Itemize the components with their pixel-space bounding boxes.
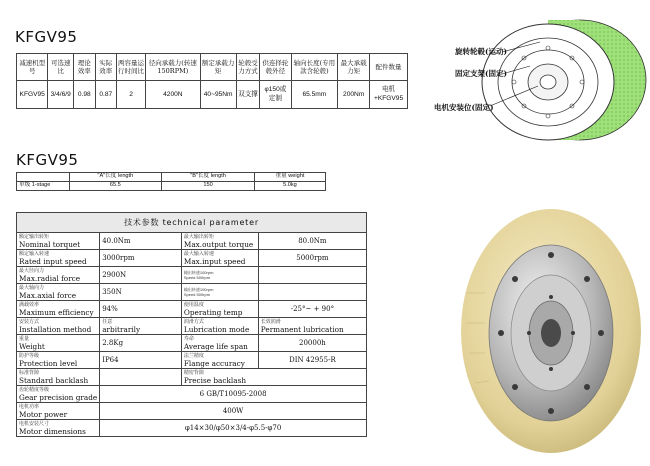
tech-value-right: 80.0Nm [258,233,366,250]
tech-value-left: 3000rpm [100,250,182,267]
technical-parameter-table [16,212,367,437]
tech-value-right [258,267,366,284]
tech-value-left: IP64 [100,352,182,369]
tech-label-right: 输出转速100rpm Speed 500rpm [181,267,258,284]
motor-dim-label: 电机安装尺寸 Motor dimensions [17,420,100,437]
length-row-a: 65.5 [69,182,162,191]
tech-label-left: 防护等级 Protection level [17,352,100,369]
tech-label-right: 输出转速100rpm Speed 500rpm [181,284,258,301]
tech-value-left: 2.8Kg [100,335,182,352]
tech-value-right: -25°~ + 90° [258,301,366,318]
tech-value-left: 40.0Nm [100,233,182,250]
tech-label-left: 安装方式 Installation method [17,318,100,335]
tech-label-left: 满载效率 Maximum efficiency [17,301,100,318]
spec-header-8: 供连择轮毂外径 [260,54,291,81]
length-header-weight: 重量 weight [254,173,325,182]
gear-grade-value: 6 GB/T10095-2008 [100,386,367,403]
wheel-product-photo [455,203,643,461]
length-header-a: "A"长度 length [69,173,162,182]
motor-power-value: 400W [100,403,367,420]
spec-value-2: 0.98 [74,81,95,109]
tech-label-right: 润滑方式 Lubrication mode [181,318,258,335]
precise-backlash-label: 精密背隙 Precise backlash [181,369,366,386]
callout-motor-mount: 电机安装位(固定) [434,103,494,112]
tech-row [17,250,367,267]
spec-header-4: 两容量运行时间比 [117,54,146,81]
spec-value-11: 电机+KFGV95 [370,81,408,109]
tech-table-title: 技术参数 technical parameter [17,213,367,233]
wheel-hub-diagram [430,14,648,142]
tech-value-left: 2900N [100,267,182,284]
spec-value-3: 0.87 [95,81,116,109]
tech-row [17,233,367,250]
tech-row [17,284,367,301]
spec-value-9: 65.5mm [291,81,338,109]
spec-header-0: 减速机型号 [17,54,48,81]
tech-row [17,267,367,284]
tech-row [17,301,367,318]
callout-rotating-hub: 旋转轮毂(运动) [455,47,508,56]
spec-header-10: 最大承载力矩 [338,54,370,81]
length-header-b: "B"长度 length [162,173,255,182]
tech-label-right: 最大输入转速 Max.input speed [181,250,258,267]
tech-value-right: 长效润滑 Permanent lubrication [258,318,366,335]
tech-label-left: 最大径向力 Max.radial force [17,267,100,284]
tech-label-left: 额定输出转矩 Nominal torquet [17,233,100,250]
tech-value-left: 94% [100,301,182,318]
spec-value-10: 200Nm [338,81,370,109]
spec-value-0: KFGV95 [17,81,48,109]
spec-header-7: 轮毂受力方式 [236,54,260,81]
spec-value-6: 40~95Nm [200,81,236,109]
tech-value-left: 任意 arbitrarily [100,318,182,335]
spec-value-8: φ150或定制 [260,81,291,109]
backlash-value [100,369,182,386]
spec-header-11: 配件数量 [370,54,408,81]
length-row-b: 150 [162,182,255,191]
spec-header-6: 额定承载力矩 [200,54,236,81]
spec-header-9: 轴向长度(专用款含轮毂) [291,54,338,81]
tech-value-right: 5000rpm [258,250,366,267]
spec-header-5: 径向承载力(转速150RPM) [146,54,201,81]
gear-grade-label: 齿轮精度等级 Gear precision grade [17,386,100,403]
length-row-stage: 单级 1-stage [17,182,70,191]
tech-value-right [258,284,366,301]
section-title: KFGV95 [16,151,79,169]
motor-power-label: 电机功率 Motor power [17,403,100,420]
product-title: KFGV95 [15,28,78,46]
tech-row [17,318,367,335]
motor-dim-value: φ14×30/φ50×3/4-φ5.5-φ70 [100,420,367,437]
tech-row [17,352,367,369]
tech-value-right: DIN 42955-R [258,352,366,369]
spec-header-2: 理论效率 [74,54,95,81]
length-row-weight: 5.0kg [254,182,325,191]
tech-label-right: 寿命 Average life span [181,335,258,352]
backlash-label: 标准背隙 Standard backlash [17,369,100,386]
spec-value-1: 3/4/6/9 [48,81,74,109]
spec-value-5: 4200N [146,81,201,109]
tech-label-left: 重量 Weight [17,335,100,352]
length-header-blank [17,173,70,182]
tech-value-left: 350N [100,284,182,301]
tech-label-right: 最大输出转矩 Max.output torque [181,233,258,250]
tech-label-left: 最大轴向力 Max.axial force [17,284,100,301]
spec-table [16,53,408,109]
tech-label-right: 法兰精度 Flange accuracy [181,352,258,369]
spec-header-1: 可选速比 [48,54,74,81]
callout-fixed-bracket: 固定支架(固定) [455,69,508,78]
spec-value-4: 2 [117,81,146,109]
tech-label-right: 使用温度 Operating temp [181,301,258,318]
tech-row [17,335,367,352]
tech-label-left: 额定输入转速 Rated input speed [17,250,100,267]
spec-header-3: 实际效率 [95,54,116,81]
spec-value-7: 双支撑 [236,81,260,109]
length-table [16,172,326,191]
tech-value-right: 20000h [258,335,366,352]
